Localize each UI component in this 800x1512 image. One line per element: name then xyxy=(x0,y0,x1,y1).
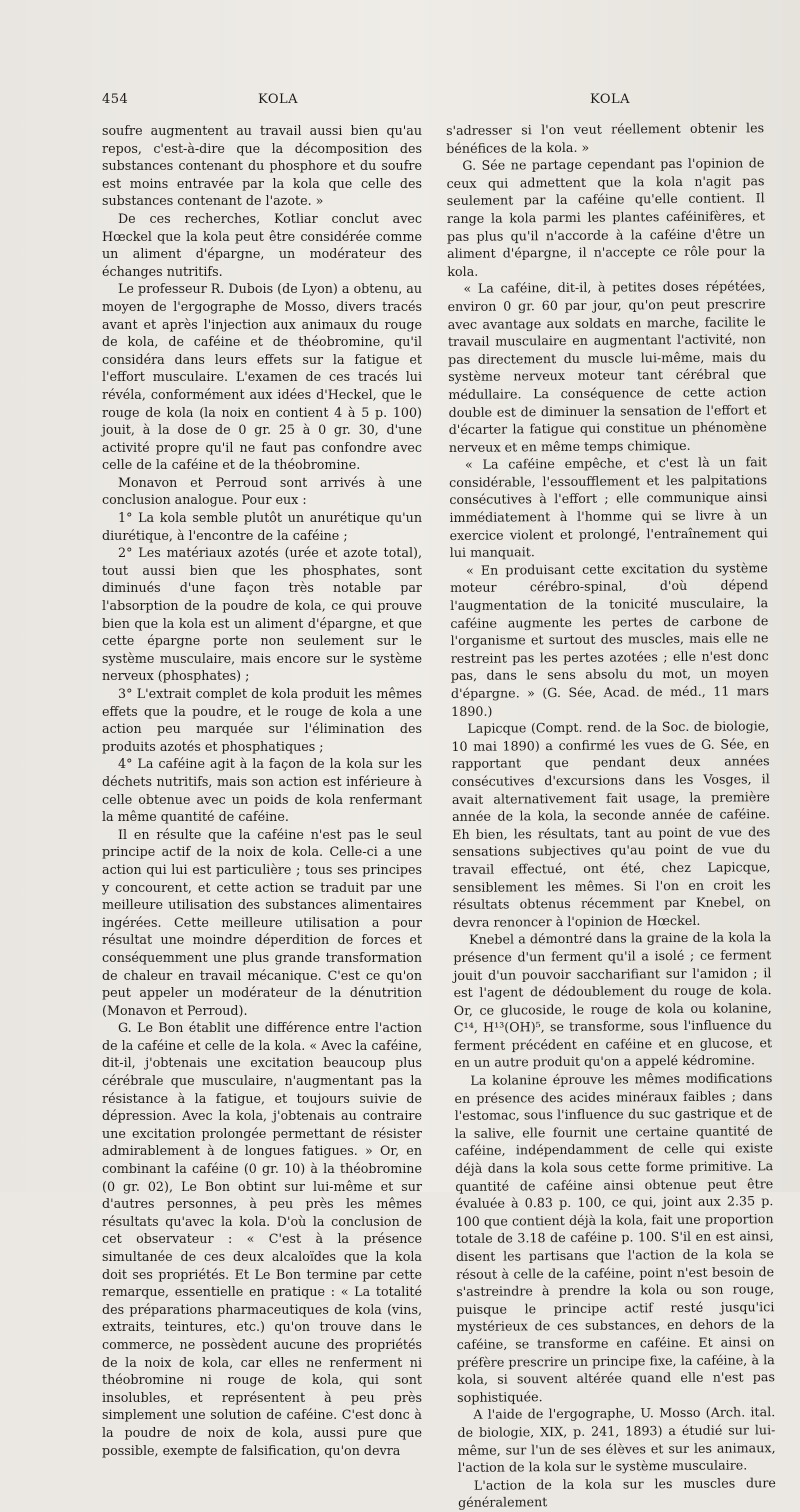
paragraph: L'action de la kola sur les muscles dure généralement xyxy=(457,1474,776,1511)
running-head-right: KOLA xyxy=(590,92,631,107)
paragraph: soufre augmentent au travail aussi bien qu'au repos, c'est-à-dire que la décomposition des substances contenant du phosphore et du soufre est moins entravée par la kola que celle des substances contenant de l'azote. » xyxy=(102,123,422,209)
paragraph: Il en résulte que la caféine n'est pas le seul principe actif de la noix de kola. Celle-ci a une action qui lui est particulière ; tous ses principes y concourent, et cette action se traduit par une meilleure utilisation des substances alimentaires ingérées. Cette meilleure utilisation a pour résultat une moindre déperdition de forces et conséquemment une plus grande transformation de chaleur en travail mécanique. C'est ce qu'on peut appeler un modérateur de la dénutrition (Monavon et Perroud). xyxy=(102,826,422,1018)
paragraph: De ces recherches, Kotliar conclut avec Hœckel que la kola peut être considérée comme un aliment d'épargne, un modérateur des échanges nutritifs. xyxy=(102,210,422,279)
paragraph: Monavon et Perroud sont arrivés à une conclusion analogue. Pour eux : xyxy=(102,474,422,508)
quote-paragraph: « La caféine empêche, et c'est là un fait considérable, l'essoufflement et les palpitations consécutives à l'effort ; elle communique ainsi immédiatement à l'homme qui se livre à un exercice violent et prolongé, l'entraînement qui lui manquait. xyxy=(449,454,768,561)
paragraph: La kolanine éprouve les mêmes modifications en présence des acides minéraux faibles ; dans l'estomac, sous l'influence du suc gastrique et de la salive, elle fournit une certaine quantité de caféine, indépendamment de celle qui existe déjà dans la kola sous cette forme primitive. La quantité de caféine ainsi obtenue peut être évaluée à 0.83 p. 100, ce qui, joint aux 2.35 p. 100 que contient déjà la kola, fait une proportion totale de 3.18 de caféine p. 100. S'il en est ainsi, disent les partisans que l'action de la kola se résout à celle de la caféine, point n'est besoin de s'astreindre à prendre la kola ou son rouge, puisque le principe actif resté jusqu'ici mystérieux de ces substances, en dehors de la caféine, se transforme en caféine. Et ainsi on préfère prescrire un principe fixe, la caféine, à la kola, si souvent altérée quand elle n'est pas sophistiquée. xyxy=(454,1070,776,1405)
list-item: 4° La caféine agit à la façon de la kola sur les déchets nutritifs, mais son action est inférieure à celle obtenue avec un poids de kola renfermant la même quantité de caféine. xyxy=(102,756,422,825)
list-item: 2° Les matériaux azotés (urée et azote total), tout aussi bien que les phosphates, sont diminués d'une façon très notable par l'absorption de la poudre de kola, ce qui prouve bien que la kola est un aliment d'épargne, et que cette épargne porte non seulement sur le système musculaire, mais encore sur le système nerveux (phosphates) ; xyxy=(102,545,422,684)
quote-paragraph: « En produisant cette excitation du système moteur cérébro-spinal, d'où dépend l'augmentation de la tonicité musculaire, la caféine augmente les pertes de carbone de l'organisme et surtout des muscles, mais elle ne restreint pas les pertes azotées ; elle n'est donc pas, dans le sens absolu du mot, un moyen d'épargne. » (G. Sée, Acad. de méd., 11 mars 1890.) xyxy=(450,560,770,719)
list-item: 3° L'extrait complet de kola produit les mêmes effets que la poudre, et le rouge de kola a une action peu marquée sur l'élimination des produits azotés et phosphatiques ; xyxy=(102,686,422,754)
page-header xyxy=(0,92,800,112)
paragraph: A l'aide de l'ergographe, U. Mosso (Arch. ital. de biologie, XIX, p. 241, 1893) a étudié sur lui-même, sur l'un de ses élèves et sur les animaux, l'action de la kola sur le système musculaire. xyxy=(457,1404,776,1476)
page-number: 454 xyxy=(102,92,129,107)
paragraph: G. Sée ne partage cependant pas l'opinion de ceux qui admettent que la kola n'agit pas seulement par la caféine qu'elle contient. Il range la kola parmi les plantes caféinifères, et pas plus qu'il n'accorde à la caféine d'être un aliment d'épargne, il n'accepte ce rôle pour la kola. xyxy=(446,155,766,279)
paragraph: Lapicque (Compt. rend. de la Soc. de biologie, 10 mai 1890) a confirmé les vues de G. Sée, en rapportant que pendant deux années consécutives d'excursions dans les Vosges, il avait alternativement fait usage, la première année de la kola, la seconde année de caféine. Eh bien, les résultats, tant au point de vue des sensations subjectives qu'au point de vue du travail effectué, ont été, chez Lapicque, sensiblement les mêmes. Si l'on en croit les résultats obtenus récemment par Knebel, on devra renoncer à l'opinion de Hœckel. xyxy=(451,718,771,930)
list-item: 1° La kola semble plutôt un anurétique qu'un diurétique, à l'encontre de la caféine ; xyxy=(102,510,422,543)
running-head-left: KOLA xyxy=(258,92,299,107)
paragraph: G. Le Bon établit une différence entre l'action de la caféine et celle de la kola. « Avec la caféine, dit-il, j'obtenais une excitation beaucoup plus cérébrale que musculaire, n'augmentant pas la résistance à la fatigue, et toujours suivie de dépression. Avec la kola, j'obtenais au contraire une excitation prolongée permettant de résister admirablement à de longues fatigues. » Or, en combinant la caféine (0 gr. 10) à la théobromine (0 gr. 02), Le Bon obtint sur lui-même et sur d'autres personnes, à peu près les mêmes résultats qu'avec la kola. D'où la conclusion de cet observateur : « C'est à la présence simultanée de ces deux alcaloïdes que la kola doit ses propriétés. Et Le Bon termine par cette remarque, essentielle en pratique : « La totalité des préparations pharmaceutiques de kola (vins, extraits, teintures, etc.) qu'on trouve dans le commerce, ne possèdent aucune des propriétés de la noix de kola, car elles ne renferment ni théobromine ni rouge de kola, qui sont insolubles, et représentent à peu près simplement une solution de caféine. C'est donc à la poudre de noix de kola, aussi pure que possible, exempte de falsification, qu'on devra xyxy=(102,1020,422,1458)
paragraph: s'adresser si l'on veut réellement obtenir les bénéfices de la kola. » xyxy=(446,120,765,156)
quote-paragraph: « La caféine, dit-il, à petites doses répétées, environ 0 gr. 60 par jour, qu'on peut prescrire avec avantage aux soldats en marche, facilite le travail musculaire en augmentant l'activité, non pas directement du muscle lui-même, mais du système nerveux moteur tant cérébral que médullaire. La conséquence de cette action double est de diminuer la sensation de l'effort et d'écarter la fatigue qui constitue un phénomène nerveux et en même temps chimique. xyxy=(447,278,767,455)
left-column xyxy=(102,122,422,1459)
right-column xyxy=(446,119,776,1512)
paragraph: Knebel a démontré dans la graine de la kola la présence d'un ferment qu'il a isolé ; ce ferment jouit d'un pouvoir saccharifiant sur l'amidon ; il est l'agent de dédoublement du rouge de kola. Or, ce glucoside, le rouge de kola ou kolanine, C¹⁴, H¹³(OH)⁵, se transforme, sous l'influence du ferment précédent en caféine et en glucose, et en un autre produit qu'on a appelé kédromine. xyxy=(453,929,773,1071)
paragraph: Le professeur R. Dubois (de Lyon) a obtenu, au moyen de l'ergographe de Mosso, divers tracés avant et après l'injection aux animaux du rouge de kola, de caféine et de théobromine, qu'il considéra dans leurs effets sur la fatigue et l'effort musculaire. L'examen de ces tracés lui révéla, conformément aux idées d'Heckel, que le rouge de kola (la noix en contient 4 à 5 p. 100) jouit, à la dose de 0 gr. 25 à 0 gr. 30, d'une activité propre qu'il ne faut pas confondre avec celle de la caféine et de la théobromine. xyxy=(102,281,423,473)
